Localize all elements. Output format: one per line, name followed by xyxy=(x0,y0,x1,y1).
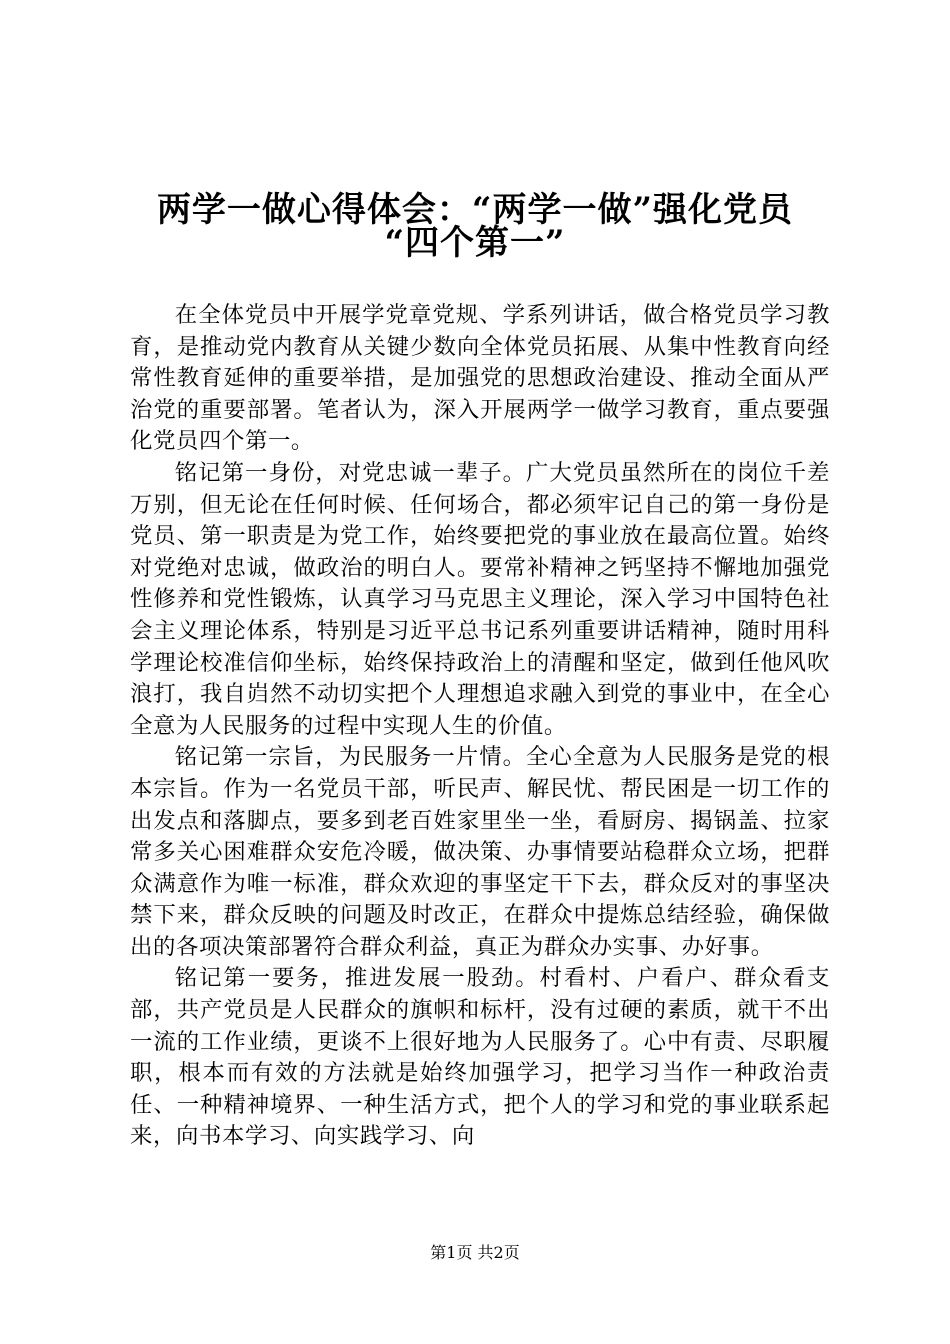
paragraph-first-purpose: 铭记第一宗旨，为民服务一片情。全心全意为人民服务是党的根本宗旨。作为一名党员干部，听民声、解民忧、帮民困是一切工作的出发点和落脚点，要多到老百姓家里坐一坐，看厨房、揭锅盖、拉家常多关心困难群众安危冷暖，做决策、办事情要站稳群众立场，把群众满意作为唯一标准，群众欢迎的事坚定干下去，群众反对的事坚决禁下来，群众反映的问题及时改正，在群众中提炼总结经验，确保做出的各项决策部署符合群众利益，真正为群众办实事、办好事。 xyxy=(130,744,830,960)
page-number-footer: 第1页 共2页 xyxy=(430,1243,520,1262)
paragraph-first-task: 铭记第一要务，推进发展一股劲。村看村、户看户、群众看支部，共产党员是人民群众的旗帜和标杆，没有过硬的素质，就干不出一流的工作业绩，更谈不上很好地为人民服务了。心中有责、尽职履职，根本而有效的方法就是始终加强学习，把学习当作一种政治责任、一种精神境界、一种生活方式，把个人的学习和党的事业联系起来，向书本学习、向实践学习、向 xyxy=(130,965,830,1150)
document-title-line-2: “四个第一” xyxy=(384,223,566,263)
document-body xyxy=(130,300,830,1153)
paragraph-first-identity: 铭记第一身份，对党忠诚一辈子。广大党员虽然所在的岗位千差万别，但无论在任何时候、任何场合，都必须牢记自己的第一身份是党员、第一职责是为党工作，始终要把党的事业放在最高位置。始终对党绝对忠诚，做政治的明白人。要常补精神之钙坚持不懈地加强党性修养和党性锻炼，认真学习马克思主义理论，深入学习中国特色社会主义理论体系，特别是习近平总书记系列重要讲话精神，随时用科学理论校准信仰坐标，始终保持政治上的清醒和坚定，做到任他风吹浪打，我自岿然不动切实把个人理想追求融入到党的事业中，在全心全意为人民服务的过程中实现人生的价值。 xyxy=(130,459,830,739)
paragraph-intro: 在全体党员中开展学党章党规、学系列讲话，做合格党员学习教育，是推动党内教育从关键少数向全体党员拓展、从集中性教育向经常性教育延伸的重要举措，是加强党的思想政治建设、推动全面从严治党的重要部署。笔者认为，深入开展两学一做学习教育，重点要强化党员四个第一。 xyxy=(130,302,830,455)
document-title-line-1: 两学一做心得体会：“两学一做”强化党员 xyxy=(156,190,794,230)
